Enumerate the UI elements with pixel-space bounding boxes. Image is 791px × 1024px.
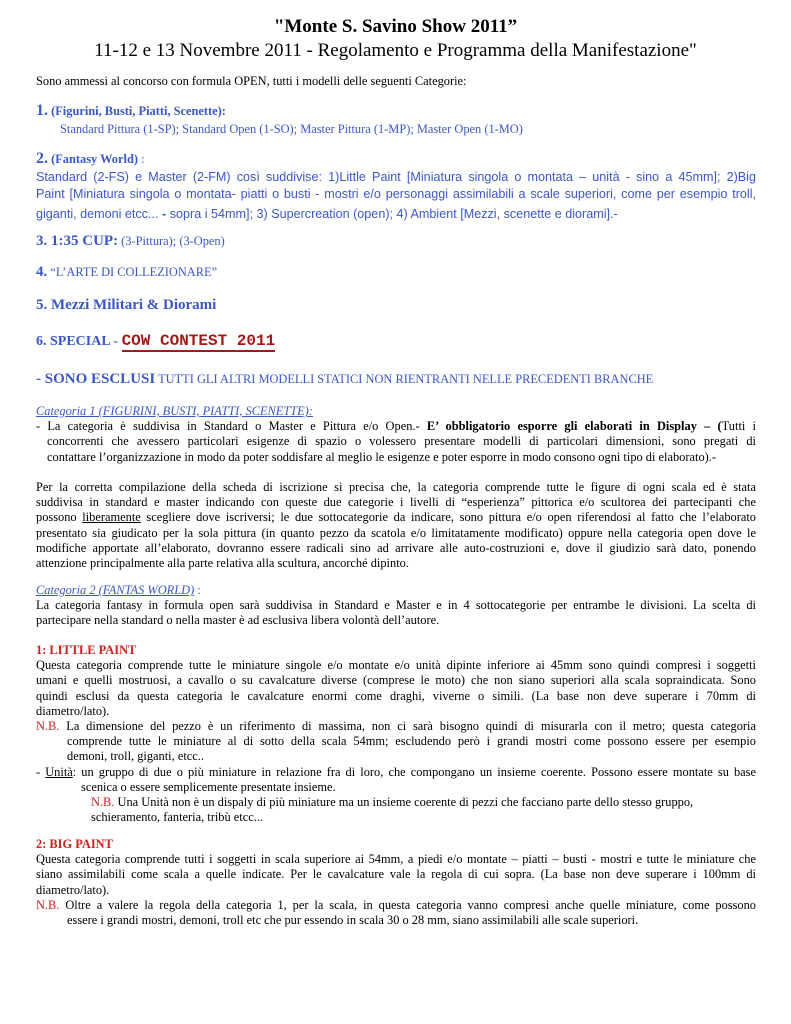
paragraph-line: Per la corretta compilazione della scheda di iscrizione si precisa che, la categoria comprende tutte le figure di ogni scala ed è stata xyxy=(36,480,756,494)
category-4-number: 4. xyxy=(36,264,48,280)
nb-label: N.B. xyxy=(36,719,60,734)
note-text: Una Unità non è un dispaly di più miniature ma un insieme coerente di pezzi che facciano parte dello stesso gruppo, xyxy=(114,795,694,810)
category-2-colon: : xyxy=(137,152,145,166)
category-2-description xyxy=(36,169,756,223)
little-paint-line: Questa categoria comprende tutte le miniature singole e/o montate e/o unità dipinte inferiore ai 45mm sono quindi compresi i soggetti xyxy=(36,658,756,673)
category-2-number: 2. xyxy=(36,150,48,167)
section-1-line xyxy=(36,419,756,434)
category-5-heading xyxy=(36,298,756,313)
display-requirement: E’ obbligatorio esporre gli elaborati in Display – ( xyxy=(426,419,722,434)
category-2-line xyxy=(36,206,756,223)
section-2-heading: Categoria 2 (FANTAS WORLD) xyxy=(36,583,195,597)
category-1-subcategories: Standard Pittura (1-SP); Standard Open (1-SO); Master Pittura (1-MP); Master Open (1-MO) xyxy=(60,122,523,136)
excluded-notice xyxy=(36,372,756,387)
document-title: "Monte S. Savino Show 2011” xyxy=(273,16,518,37)
big-paint-note-line xyxy=(36,898,756,913)
category-6-title: 6. SPECIAL - xyxy=(36,334,122,349)
big-paint-section xyxy=(36,837,756,928)
unit-note-line: schieramento, fanteria, tribù etcc... xyxy=(91,810,264,825)
section-2-line: partecipare nella standard o nella master è ad esclusiva libera volontà dell’autore. xyxy=(36,613,440,628)
category-1-number: 1. xyxy=(36,102,48,119)
category-2-line: Paint [Miniatura singola o montata- piatti o busti - mostri e/o personaggi assimilabili a scale superiori, come per esempio troll, xyxy=(36,187,756,201)
section-1-paragraph-2 xyxy=(36,480,756,571)
little-paint-note-line: comprende tutte le miniature al di sotto della scala 54mm; escludendo però i grandi mostri come possono essere per esempio xyxy=(67,734,756,749)
unit-definition-line xyxy=(36,765,756,780)
category-2-text: sopra i 54mm]; 3) Supercreation (open); 4) Ambient [Mezzi, scenette e diorami].- xyxy=(166,207,618,221)
excluded-text: TUTTI GLI ALTRI MODELLI STATICI NON RIENTRANTI NELLE PRECEDENTI BRANCHE xyxy=(155,372,654,386)
category-1-heading xyxy=(36,103,756,119)
little-paint-section xyxy=(36,643,756,825)
little-paint-line: umani e quelli mostruosi, a cavallo o su cavalcature diverse (comprese le moto) che non siano superiori alla scala sopraindicata. Sono xyxy=(36,673,756,688)
big-paint-note-line: essere i grandi mostri, demoni, troll etc che pur essendo in scala 30 o 28 mm, siano assimilabili alle scale superiori. xyxy=(67,913,639,928)
category-5-title: 5. Mezzi Militari & Diorami xyxy=(36,297,217,313)
category-4-heading xyxy=(36,265,756,280)
section-1-line: concorrenti che avessero particolari esigenze di spazio o volessero presentare modelli di particolari dimensioni, sono pregati di xyxy=(47,434,756,449)
unit-definition-line: scenica o essere semplicemente presentate insieme. xyxy=(81,779,336,794)
category-3-title: 3. 1:35 CUP: xyxy=(36,233,119,249)
category-3-subcategories: (3-Pittura); (3-Open) xyxy=(118,234,225,248)
unit-note-line xyxy=(36,795,756,810)
unit-word: Unità xyxy=(45,764,73,779)
category-4-name: “L’ARTE DI COLLEZIONARE” xyxy=(47,265,218,279)
little-paint-note-line xyxy=(36,719,756,734)
category-2-text: giganti, demoni etcc... xyxy=(36,207,163,221)
cow-contest-title: COW CONTEST 2011 xyxy=(121,332,276,350)
category-2-heading xyxy=(36,151,756,167)
note-text: La dimensione del pezzo è un riferimento di massima, non ci sarà bisogno quindi di misurarla con il metro; questa categoria xyxy=(59,719,756,734)
category-2-dash: - xyxy=(162,207,167,221)
intro-text: Sono ammessi al concorso con formula OPEN, tutti i modelli delle seguenti Categorie: xyxy=(36,74,467,88)
section-2-line: La categoria fantasy in formula open sarà suddivisa in Standard e Master e in 4 sottocategorie per entrambe le divisioni. La scelta di xyxy=(36,598,756,613)
document-subtitle: 11-12 e 13 Novembre 2011 - Regolamento e Programma della Manifestazione" xyxy=(94,40,697,61)
paragraph-text: scegliere dove iscriversi; le due sottocategorie da indicare, sono pittura e/o open riferendosi al fatto che l’elaborato xyxy=(140,510,757,525)
big-paint-line: diametro/lato). xyxy=(36,882,110,897)
section-1-line: contattare l’organizzazione in modo da poter soddisfare al meglio le esigenze e poter esporre in modo consono ogni tipo di elaborato).- xyxy=(47,449,716,464)
little-paint-line: diametro/lato). xyxy=(36,703,110,718)
paragraph-line: attenzione principalmente alla parte relativa alla scultura, ancorché dipinto. xyxy=(36,556,409,571)
little-paint-heading: 1: LITTLE PAINT xyxy=(36,643,137,657)
section-1-heading: Categoria 1 (FIGURINI, BUSTI, PIATTI, SCENETTE): xyxy=(36,404,313,418)
underlined-word: liberamente xyxy=(82,510,141,525)
paragraph-line: presentato sia giudicato per la sola pittura (in quanto pezzo da scatola e/o limitatamente modificato) oppure nella categoria open dove le xyxy=(36,525,756,540)
section-1-text: - La categoria è suddivisa in Standard o Master e Pittura e/o Open.- xyxy=(36,419,427,434)
excluded-title: - SONO ESCLUSI xyxy=(36,371,156,387)
big-paint-heading: 2: BIG PAINT xyxy=(36,837,113,851)
section-2-heading-line xyxy=(36,583,756,598)
section-1 xyxy=(36,404,756,465)
little-paint-note-line: demoni, troll, giganti, etcc.. xyxy=(67,749,204,764)
paragraph-text: possono xyxy=(36,510,83,525)
category-1-name: (Figurini, Busti, Piatti, Scenette): xyxy=(51,104,226,118)
little-paint-line: quindi esclusi da questa categoria le cavalcature enormi come draghi, viverne o simili. (La base non deve superare i 70mm di xyxy=(36,688,756,703)
big-paint-line: Questa categoria comprende tutti i soggetti in scala superiore ai 54mm, a piedi e/o montate – piatti – busti - mostri e tutte le miniature che xyxy=(36,852,756,867)
category-2-name: (Fantasy World) xyxy=(51,152,138,166)
paragraph-line xyxy=(36,510,756,525)
section-2-colon: : xyxy=(194,583,201,597)
category-6-heading xyxy=(36,334,756,349)
paragraph-line: suddivisa in standard e master indicando con queste due categorie i livelli di “esperienza” pittorica e/o scultorea dei partecipanti che xyxy=(36,495,756,510)
section-2 xyxy=(36,583,756,629)
category-3-heading xyxy=(36,234,756,249)
big-paint-line: siano assimilabili come scala a quelle indicate. Per le cavalcature vale la regola di cui sopra. (La base non deve superare i 100mm di xyxy=(36,867,756,882)
nb-label: N.B. xyxy=(36,897,60,912)
category-2-line: Standard (2-FS) e Master (2-FM) così suddivise: 1)Little Paint [Miniatura singola o montata – unità - sino a 45mm]; 2)Big xyxy=(36,170,756,184)
note-text: Oltre a valere la regola della categoria 1, per la scala, in questa categoria vanno compresi anche quelle miniature, come possono xyxy=(59,897,756,912)
paragraph-line: modifiche apportate all’elaborato, dovranno essere radicali sino ad arrivare alle auto-costruzioni e, dove il giudizio sarà dato, ponendo xyxy=(36,540,756,555)
nb-label: N.B. xyxy=(91,795,115,810)
section-1-text: Tutti i xyxy=(721,419,756,434)
unit-text: : un gruppo di due o più miniature in relazione fra di loro, che compongano un insieme coerente. Possono essere montate su base xyxy=(72,764,756,779)
unit-dash: - xyxy=(36,764,46,779)
